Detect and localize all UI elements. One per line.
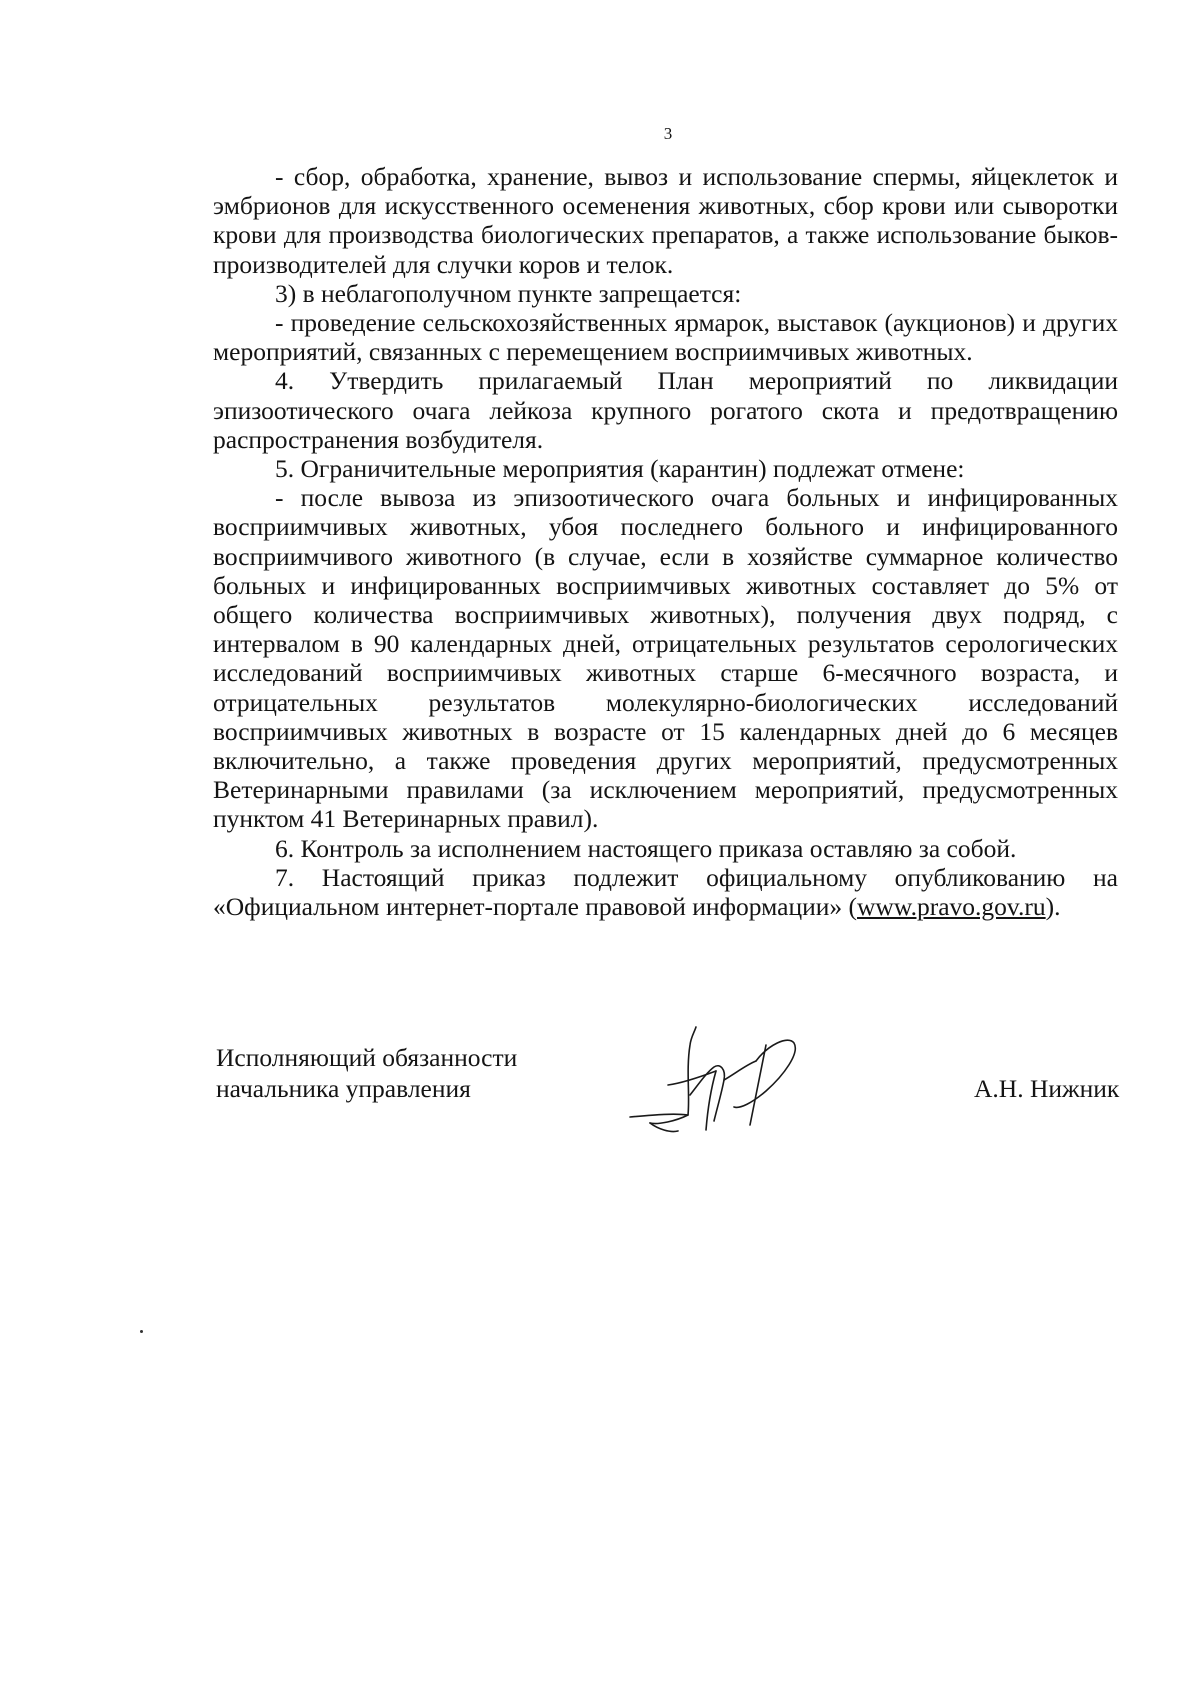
paragraph-approve-plan: 4. Утвердить прилагаемый План мероприятий по ликвидации эпизоотического очага лейкоза крупного рогатого скота и предотвращению распространения возбудителя. xyxy=(213,366,1118,454)
scan-speck xyxy=(140,1330,143,1333)
paragraph-publication xyxy=(213,863,1118,921)
publication-text-end: ). xyxy=(1045,892,1061,922)
page-number: 3 xyxy=(663,124,673,143)
handwritten-signature xyxy=(628,1025,828,1135)
signer-position xyxy=(216,1042,517,1104)
signer-position-line-1: Исполняющий обязанности xyxy=(216,1043,518,1072)
document-body xyxy=(213,162,1118,921)
paragraph-control: 6. Контроль за исполнением настоящего приказа оставляю за собой. xyxy=(275,833,1017,863)
signer-name: А.Н. Нижник xyxy=(974,1074,1120,1103)
signer-position-line-2: начальника управления xyxy=(216,1074,471,1103)
pravo-gov-link[interactable]: www.pravo.gov.ru xyxy=(857,892,1046,922)
paragraph-quarantine-cancel-conditions: - после вывоза из эпизоотического очага больных и инфицированных восприимчивых животных, убоя последнего больного и инфицированного восприимчивого животного (в случае, если в хозяйстве суммарное количество больных и инфицированных восприимчивых животных составляет до 5% от общего количества восприимчивых животных), получения двух подряд, с интервалом в 90 календарных дней, отрицательных результатов серологических исследований восприимчивых животных старше 6-месячного возраста, и отрицательных результатов молекулярно-биологических исследований восприимчивых животных в возрасте от 15 календарных дней до 6 месяцев включительно, а также проведения других мероприятий, предусмотренных Ветеринарными правилами (за исключением мероприятий, предусмотренных пунктом 41 Ветеринарных правил). xyxy=(213,483,1118,834)
paragraph-fairs-ban: - проведение сельскохозяйственных ярмарок, выставок (аукционов) и других мероприятий, связанных с перемещением восприимчивых животных. xyxy=(213,308,1118,367)
paragraph-sperm-collection-ban: - сбор, обработка, хранение, вывоз и использование спермы, яйцеклеток и эмбрионов для искусственного осеменения животных, сбор крови или сыворотки крови для производства биологических препаратов, а также использование быков-производителей для случки коров и телок. xyxy=(213,162,1118,279)
publication-text: 7. Настоящий приказ подлежит официальному опубликованию на «Официальном интернет-портале правовой информации» ( xyxy=(213,862,1118,922)
paragraph-unfavorable-point-heading: 3) в неблагополучном пункте запрещается: xyxy=(275,278,742,308)
paragraph-quarantine-cancel-heading: 5. Ограничительные мероприятия (карантин) подлежат отмене: xyxy=(275,454,965,484)
